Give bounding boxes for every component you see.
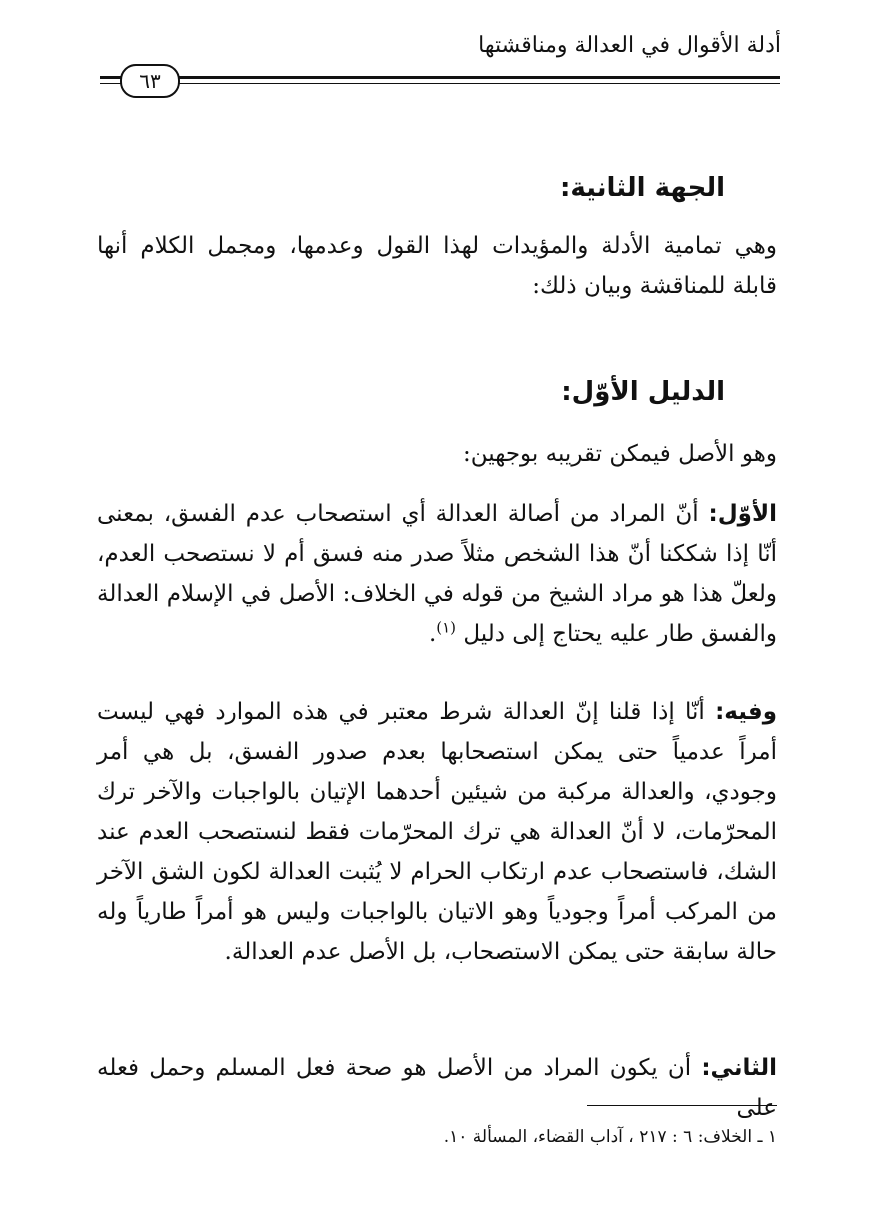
second-aspect-paragraph: [97, 1048, 777, 1128]
first-aspect-end: .: [428, 621, 437, 647]
section-heading: الجهة الثانية:: [560, 173, 725, 203]
header-rule-thin: [100, 83, 780, 84]
evidence-one-intro: [97, 434, 777, 474]
page-number: ٦٣: [120, 64, 180, 98]
critique-label: وفيه:: [715, 699, 777, 725]
first-aspect-text: أنّ المراد من أصالة العدالة أي استصحاب عدم الفسق، بمعنى أنّا إذا شككنا أنّ هذا الشخص مثلاً صدر منه فسق أم لا نستصحب العدم، ولعلّ هذا هو مراد الشيخ من قوله في الخلاف: الأصل في الإسلام العدالة والفسق طار عليه يحتاج إلى دليل: [97, 501, 777, 647]
header-rule-thick: [100, 76, 780, 79]
second-aspect-label: الثاني:: [701, 1055, 778, 1081]
section-intro: وهي تمامية الأدلة والمؤيدات لهذا القول وعدمها، ومجمل الكلام أنها قابلة للمناقشة وبيان ذلك:: [97, 233, 777, 299]
critique-paragraph: [97, 692, 777, 972]
critique-text: أنّا إذا قلنا إنّ العدالة شرط معتبر في هذه الموارد فهي ليست أمراً عدمياً حتى يمكن استصحابها بعدم صدور الفسق، بل هي أمر وجودي، والعدالة مركبة من شيئين أحدهما الإتيان بالواجبات والآخر ترك المحرّمات، لا أنّ العدالة هي ترك المحرّمات فقط لنستصحب العدم عند الشك، فاستصحاب عدم ارتكاب الحرام لا يُثبت العدالة لكون الشق الآخر من المركب أمراً وجودياً وهو الاتيان بالواجبات وليس هو أمراً طارياً وله حالة سابقة حتى يمكن الاستصحاب، بل الأصل عدم العدالة.: [97, 699, 777, 965]
second-aspect-text: أن يكون المراد من الأصل هو صحة فعل المسلم وحمل فعله على: [97, 1055, 777, 1121]
footnote-reference: (١): [436, 618, 457, 637]
first-aspect-paragraph: [97, 494, 777, 654]
evidence-one-heading: الدليل الأوّل:: [561, 377, 725, 407]
footnote-1: ١ ـ الخلاف: ٦ : ٢١٧ ، آداب القضاء، المسألة ١٠.: [443, 1127, 777, 1147]
running-header-title: أدلة الأقوال في العدالة ومناقشتها: [478, 33, 781, 58]
first-aspect-label: الأوّل:: [708, 501, 777, 527]
evidence-one-intro-text: وهو الأصل فيمكن تقريبه بوجهين:: [463, 441, 777, 467]
footnote-rule: [587, 1105, 777, 1106]
